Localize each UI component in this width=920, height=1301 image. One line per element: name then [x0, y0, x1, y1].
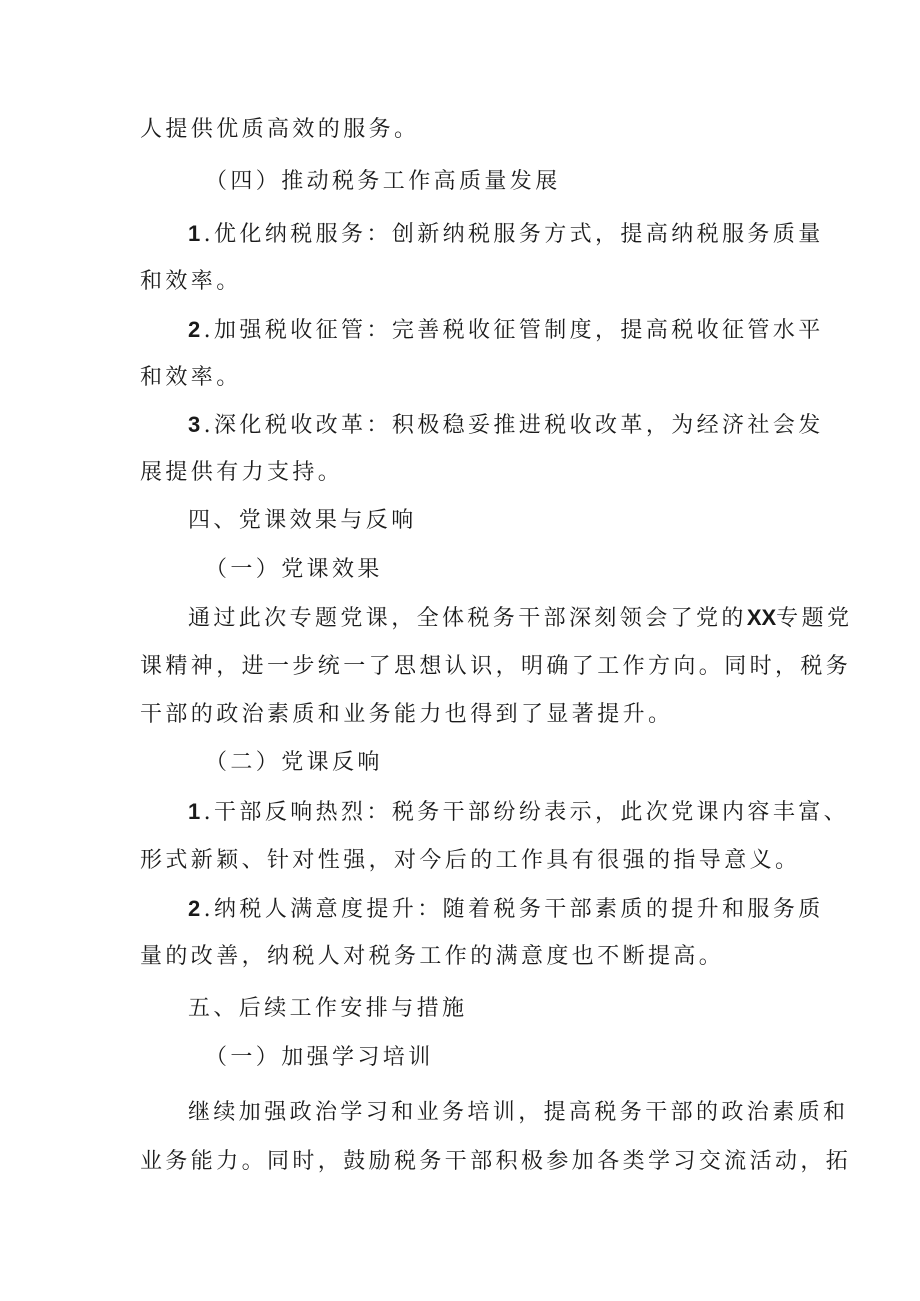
line-text: 人提供优质高效的服务。: [140, 117, 420, 142]
line-text: 形式新颖、针对性强，对今后的工作具有很强的指导意义。: [140, 848, 801, 873]
item-number: 1: [188, 221, 204, 246]
heading-text: （一）加强学习培训: [205, 1045, 434, 1070]
section-heading-4: [188, 506, 417, 536]
list-item-2-line-1: [188, 894, 824, 924]
line-text: .干部反响热烈：税务干部纷纷表示，此次党课内容丰富、: [203, 800, 850, 825]
line-text: 课精神，进一步统一了思想认识，明确了工作方向。同时，税务: [140, 654, 852, 679]
paragraph-line-2: [140, 1147, 851, 1177]
item-number: 2: [188, 317, 204, 342]
heading-text: （一）党课效果: [205, 557, 383, 582]
paragraph-line-1: [188, 1098, 848, 1128]
list-item-1-line-2: [140, 267, 242, 297]
line-text: .加强税收征管：完善税收征管制度，提高税收征管水平: [203, 318, 824, 343]
line-text: 业务能力。同时，鼓励税务干部积极参加各类学习交流活动，拓: [140, 1149, 852, 1174]
paragraph-line-1: [188, 603, 852, 633]
paragraph-line-2: [140, 652, 851, 682]
item-number: 2: [188, 896, 204, 921]
line-text: 干部的政治素质和业务能力也得到了显著提升。: [140, 702, 674, 727]
list-item-1-line-1: [188, 797, 849, 827]
subsection-heading-4: [205, 167, 561, 197]
line-text: 继续加强政治学习和业务培训，提高税务干部的政治素质和: [188, 1100, 849, 1125]
continuation-line: [140, 115, 419, 145]
item-number: 3: [188, 412, 204, 437]
line-text: 通过此次专题党课，全体税务干部深刻领会了党的: [188, 606, 747, 631]
heading-text: 五、后续工作安排与措施: [188, 996, 468, 1021]
list-item-2-line-1: [188, 315, 824, 345]
line-text: 量的改善，纳税人对税务工作的满意度也不断提高。: [140, 944, 725, 969]
list-item-3-line-1: [188, 410, 824, 440]
placeholder-xx: XX: [746, 605, 777, 630]
list-item-2-line-2: [140, 942, 724, 972]
paragraph-line-3: [140, 700, 673, 730]
line-text: 和效率。: [140, 269, 242, 294]
line-text: .深化税收改革：积极稳妥推进税收改革，为经济社会发: [203, 413, 824, 438]
item-number: 1: [188, 799, 204, 824]
heading-text: 四、党课效果与反响: [188, 508, 417, 533]
section-heading-5: [188, 994, 467, 1024]
line-text: 展提供有力支持。: [140, 460, 344, 485]
subsection-heading-2: [205, 748, 383, 778]
line-text: .优化纳税服务：创新纳税服务方式，提高纳税服务质量: [203, 222, 824, 247]
line-text: .纳税人满意度提升：随着税务干部素质的提升和服务质: [203, 897, 824, 922]
heading-text: （二）党课反响: [205, 750, 383, 775]
list-item-1-line-1: [188, 219, 824, 249]
list-item-1-line-2: [140, 846, 800, 876]
line-text: 和效率。: [140, 365, 242, 390]
line-text: 专题党: [776, 606, 853, 631]
heading-text: （四）推动税务工作高质量发展: [205, 169, 561, 194]
subsection-heading-1: [205, 555, 383, 585]
list-item-3-line-2: [140, 458, 343, 488]
list-item-2-line-2: [140, 363, 242, 393]
subsection-heading-1: [205, 1043, 434, 1073]
